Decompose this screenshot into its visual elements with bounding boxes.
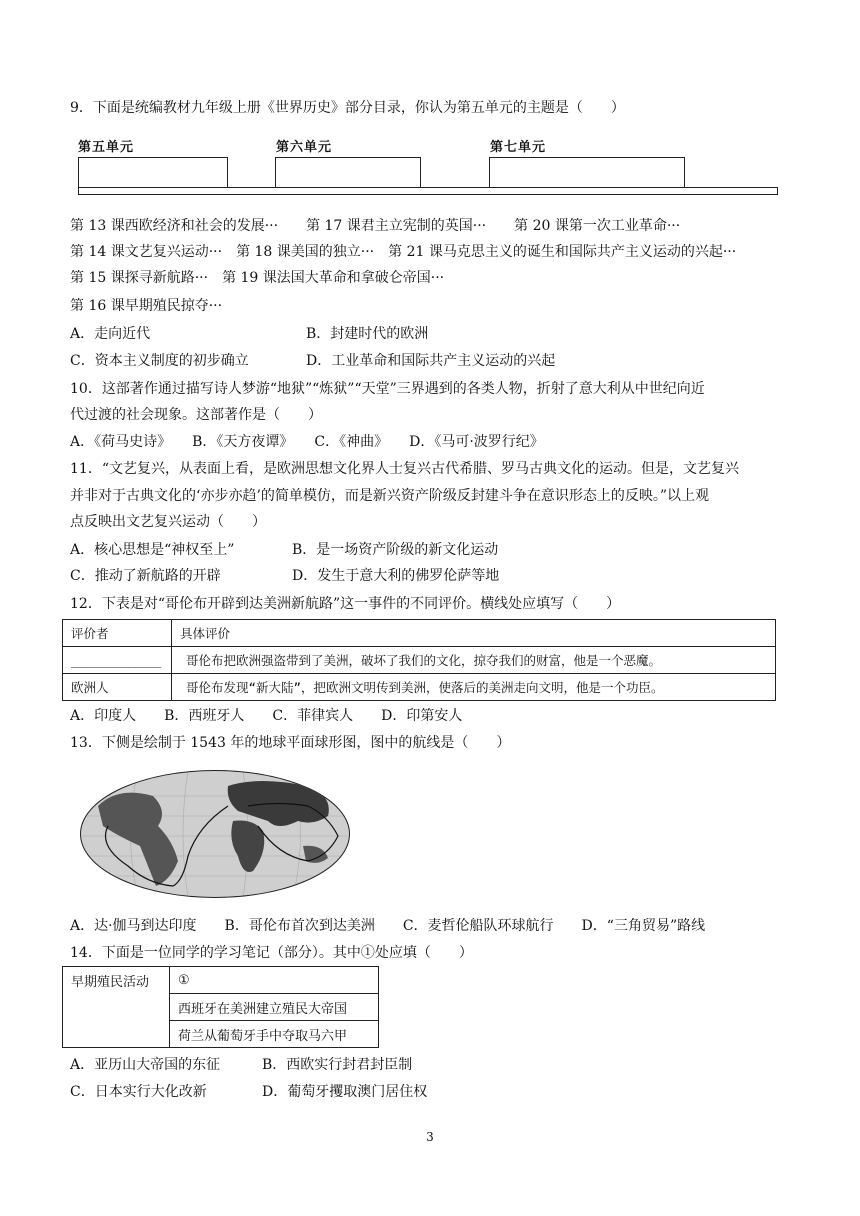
q11-option-d: D．发生于意大利的佛罗伦萨等地 [292, 568, 500, 584]
q14-notes-table [62, 966, 379, 1048]
q9-lessons-line-1: 第 13 课西欧经济和社会的发展··· 第 17 课君主立宪制的英国··· 第 20 课第一次工业革命··· [70, 218, 681, 234]
q12-evaluation-table [62, 619, 776, 701]
unit-box-7 [489, 157, 685, 190]
page-number: 3 [426, 1130, 434, 1144]
q9-lessons-line-4: 第 16 课早期殖民掠夺··· [70, 298, 223, 314]
q14-option-c: C．日本实行大化改新 [70, 1084, 207, 1100]
q9-option-c: C．资本主义制度的初步确立 [70, 353, 249, 369]
notes-item-2: 西班牙在美洲建立殖民大帝国 [170, 994, 379, 1021]
q14-option-a: A．亚历山大帝国的东征 [70, 1057, 221, 1073]
q11-stem-line-3: 点反映出文艺复兴运动（ ） [70, 514, 266, 530]
q14-stem: 14．下面是一位同学的学习笔记（部分）。其中①处应填（ ） [70, 945, 473, 961]
unit-outline-figure [78, 130, 778, 198]
q11-option-b: B．是一场资产阶级的新文化运动 [292, 542, 499, 558]
table-header-evaluation: 具体评价 [172, 620, 776, 647]
unit-label-6: 第六单元 [276, 140, 333, 155]
notes-category-label: 早期殖民活动 [63, 967, 170, 1048]
q9-lessons-line-3: 第 15 课探寻新航路··· 第 19 课法国大革命和拿破仑帝国··· [70, 270, 445, 286]
q9-lessons-line-2: 第 14 课文艺复兴运动··· 第 18 课美国的独立··· 第 21 课马克思主义的诞生和国际共产主义运动的兴起··· [70, 244, 737, 260]
unit-label-5: 第五单元 [78, 140, 135, 155]
q10-stem-line-1: 10．这部著作通过描写诗人梦游“地狱”“炼狱”“天堂”三界遇到的各类人物，折射了意大利从中世纪向近 [70, 381, 705, 397]
q9-option-d: D．工业革命和国际共产主义运动的兴起 [306, 353, 556, 369]
q10-stem-line-2: 代过渡的社会现象。这部著作是（ ） [70, 407, 322, 423]
q10-options: A．《荷马史诗》 B．《天方夜谭》 C．《神曲》 D．《马可·波罗行纪》 [70, 434, 544, 450]
table-row [63, 967, 379, 994]
table-header-evaluator: 评价者 [63, 620, 172, 647]
unit-box-6 [275, 157, 421, 190]
q11-option-c: C．推动了新航路的开辟 [70, 568, 221, 584]
q11-stem-line-2: 并非对于古典文化的‘亦步亦趋’的简单模仿，而是新兴资产阶级反封建斗争在意识形态上的反映。”以上观 [70, 488, 710, 504]
q11-option-a: A．核心思想是“神权至上” [70, 542, 235, 558]
notes-item-1: ① [170, 967, 379, 994]
q9-stem: 9．下面是统编教材九年级上册《世界历史》部分目录，你认为第五单元的主题是（ ） [70, 100, 625, 116]
table-cell: 哥伦布把欧洲强盗带到了美洲，破坏了我们的文化，掠夺我们的财富，他是一个恶魔。 [172, 647, 776, 674]
q14-option-d: D．葡萄牙攫取澳门居住权 [262, 1084, 428, 1100]
notes-item-3: 荷兰从葡萄牙手中夺取马六甲 [170, 1021, 379, 1048]
q11-stem-line-1: 11．“文艺复兴，从表面上看，是欧洲思想文化界人士复兴古代希腊、罗马古典文化的运动。但是，文艺复兴 [70, 461, 739, 477]
table-cell-blank: ____________ [63, 647, 172, 674]
unit-timeline-bar [78, 187, 778, 195]
table-cell: 哥伦布发现“新大陆”，把欧洲文明传到美洲，使落后的美洲走向文明，他是一个功臣。 [172, 674, 776, 701]
q13-stem: 13．下侧是绘制于 1543 年的地球平面球形图，图中的航线是（ ） [70, 735, 511, 751]
table-row [63, 674, 776, 701]
q12-stem: 12．下表是对“哥伦布开辟到达美洲新航路”这一事件的不同评价。横线处应填写（ ） [70, 596, 621, 612]
q14-option-b: B．西欧实行封君封臣制 [262, 1057, 413, 1073]
q9-option-a: A．走向近代 [70, 326, 151, 342]
q13-options: A．达·伽马到达印度 B．哥伦布首次到达美洲 C．麦哲伦船队环球航行 D．“三角贸易”路线 [70, 918, 706, 934]
unit-box-5 [78, 157, 228, 190]
world-map-1543-figure [78, 766, 352, 902]
q9-option-b: B．封建时代的欧洲 [306, 326, 429, 342]
q12-options: A．印度人 B．西班牙人 C．菲律宾人 D．印第安人 [70, 708, 463, 724]
table-row [63, 620, 776, 647]
unit-label-7: 第七单元 [490, 140, 547, 155]
table-cell: 欧洲人 [63, 674, 172, 701]
table-row [63, 647, 776, 674]
